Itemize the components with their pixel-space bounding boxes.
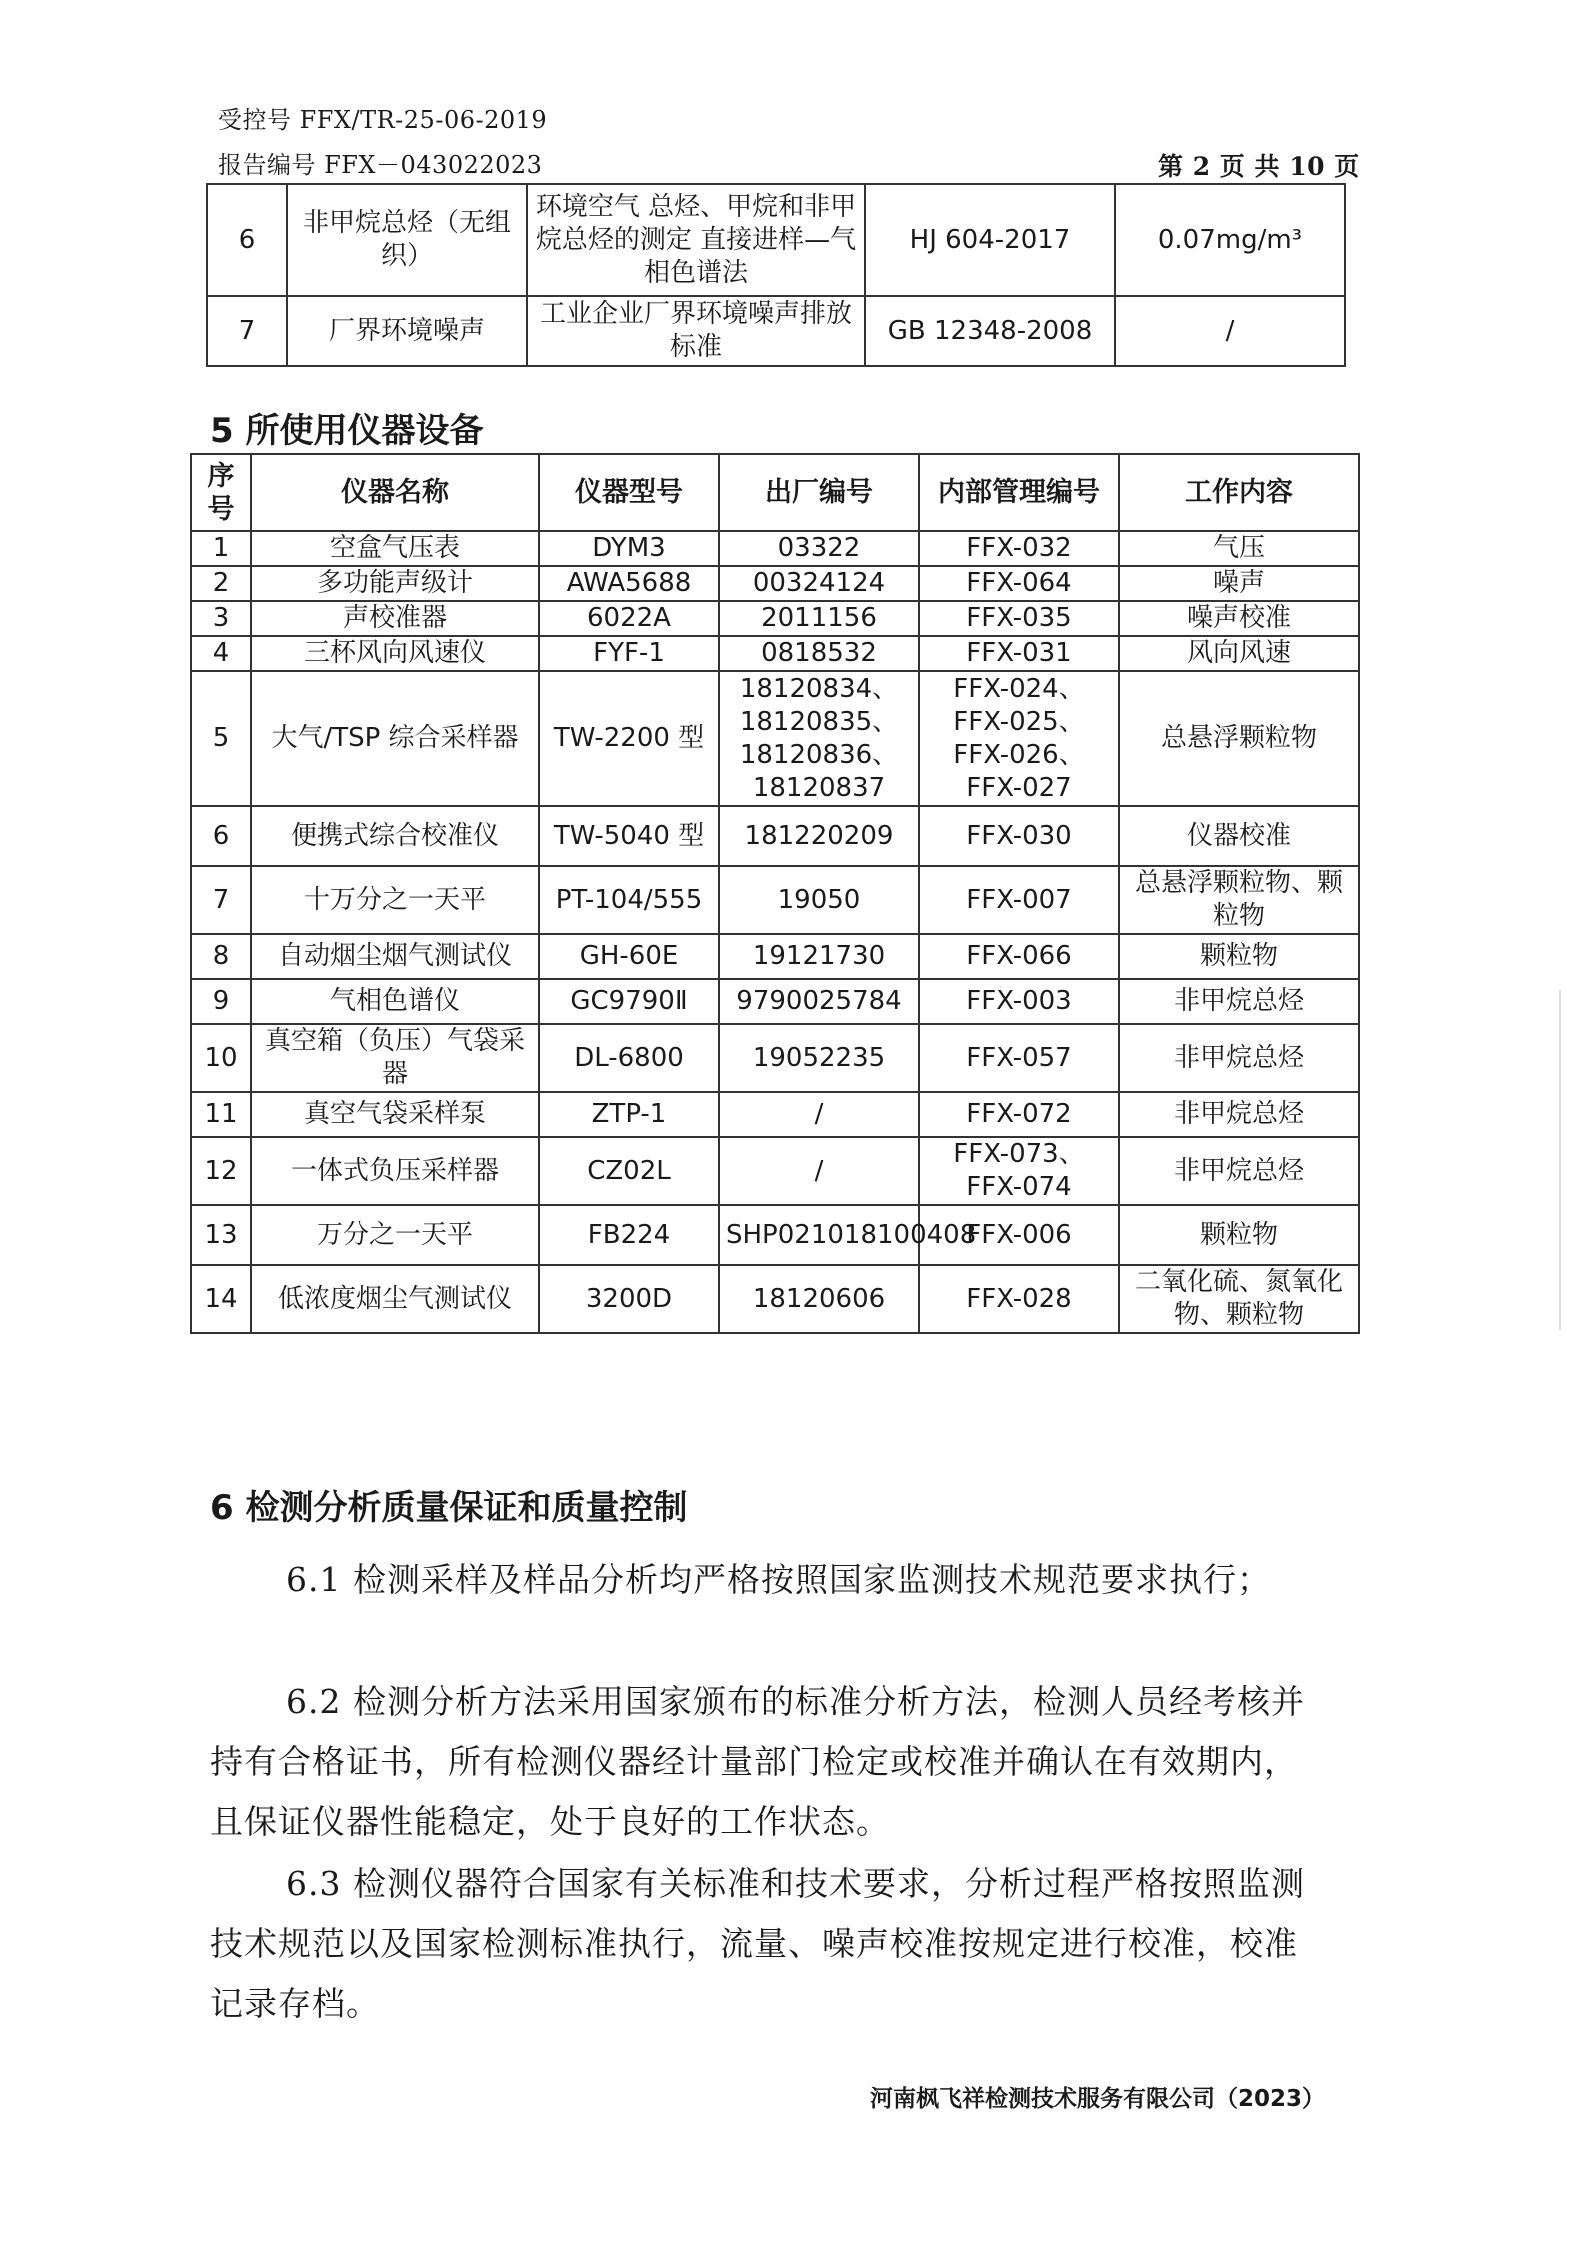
serial-number: / (719, 1137, 919, 1205)
instrument-name: 真空气袋采样泵 (251, 1092, 539, 1137)
internal-id: FFX-072 (919, 1092, 1119, 1137)
row-number: 4 (191, 636, 251, 671)
internal-id: FFX-007 (919, 866, 1119, 934)
internal-id: FFX-035 (919, 601, 1119, 636)
internal-id: FFX-024、FFX-025、FFX-026、FFX-027 (919, 671, 1119, 806)
table-row (207, 184, 1345, 296)
internal-id: FFX-028 (919, 1265, 1119, 1333)
instrument-name: 低浓度烟尘气测试仪 (251, 1265, 539, 1333)
instrument-model: FYF-1 (539, 636, 719, 671)
work-content: 风向风速 (1119, 636, 1359, 671)
table-row (191, 1205, 1359, 1265)
scan-edge-mark (1559, 990, 1587, 1330)
serial-number: SHP021018100408 (719, 1205, 919, 1265)
header-cell: 出厂编号 (719, 454, 919, 531)
method-name: 工业企业厂界环境噪声排放标准 (527, 296, 865, 366)
instrument-model: 6022A (539, 601, 719, 636)
instrument-model: DYM3 (539, 531, 719, 566)
work-content: 气压 (1119, 531, 1359, 566)
instrument-name: 自动烟尘烟气测试仪 (251, 934, 539, 979)
instrument-name: 空盒气压表 (251, 531, 539, 566)
work-content: 颗粒物 (1119, 934, 1359, 979)
instrument-name: 一体式负压采样器 (251, 1137, 539, 1205)
row-number: 1 (191, 531, 251, 566)
row-number: 6 (191, 806, 251, 866)
work-content: 非甲烷总烃 (1119, 1137, 1359, 1205)
row-number: 3 (191, 601, 251, 636)
detection-limit: 0.07mg/m³ (1115, 184, 1345, 296)
instrument-name: 三杯风向风速仪 (251, 636, 539, 671)
page-indicator: 第 2 页 共 10 页 (1158, 152, 1360, 181)
instrument-name: 多功能声级计 (251, 566, 539, 601)
table-row (191, 1265, 1359, 1333)
row-number: 5 (191, 671, 251, 806)
row-number: 12 (191, 1137, 251, 1205)
instrument-model: DL-6800 (539, 1024, 719, 1092)
instrument-model: FB224 (539, 1205, 719, 1265)
internal-id: FFX-003 (919, 979, 1119, 1024)
equipment-table (190, 453, 1360, 1334)
standard-code: HJ 604-2017 (865, 184, 1115, 296)
item-name: 厂界环境噪声 (287, 296, 527, 366)
work-content: 颗粒物 (1119, 1205, 1359, 1265)
serial-number: / (719, 1092, 919, 1137)
instrument-name: 真空箱（负压）气袋采器 (251, 1024, 539, 1092)
work-content: 噪声校准 (1119, 601, 1359, 636)
serial-number: 0818532 (719, 636, 919, 671)
section-5-title: 5 所使用仪器设备 (210, 411, 484, 451)
internal-id: FFX-057 (919, 1024, 1119, 1092)
instrument-model: CZ02L (539, 1137, 719, 1205)
row-number: 10 (191, 1024, 251, 1092)
serial-number: 19121730 (719, 934, 919, 979)
instrument-name: 气相色谱仪 (251, 979, 539, 1024)
instrument-name: 声校准器 (251, 601, 539, 636)
row-number: 8 (191, 934, 251, 979)
header-cell: 仪器型号 (539, 454, 719, 531)
table-row (191, 566, 1359, 601)
work-content: 非甲烷总烃 (1119, 1024, 1359, 1092)
paragraph-6-3: 6.3 检测仪器符合国家有关标准和技术要求，分析过程严格按照监测技术规范以及国家检测标准执行，流量、噪声校准按规定进行校准，校准记录存档。 (210, 1864, 1305, 2023)
item-name: 非甲烷总烃（无组织） (287, 184, 527, 296)
instrument-name: 十万分之一天平 (251, 866, 539, 934)
work-content: 非甲烷总烃 (1119, 1092, 1359, 1137)
instrument-name: 便携式综合校准仪 (251, 806, 539, 866)
serial-number: 00324124 (719, 566, 919, 601)
instrument-model: TW-5040 型 (539, 806, 719, 866)
table-row (191, 806, 1359, 866)
header-cell: 仪器名称 (251, 454, 539, 531)
company-footer: 河南枫飞祥检测技术服务有限公司（2023） (870, 2086, 1326, 2112)
serial-number: 18120606 (719, 1265, 919, 1333)
report-number: 报告编号 FFX－043022023 (218, 151, 543, 179)
work-content: 总悬浮颗粒物、颗粒物 (1119, 866, 1359, 934)
table-header-row (191, 454, 1359, 531)
internal-id: FFX-006 (919, 1205, 1119, 1265)
table-row (191, 1137, 1359, 1205)
row-number: 7 (191, 866, 251, 934)
serial-number: 181220209 (719, 806, 919, 866)
detection-limit: / (1115, 296, 1345, 366)
instrument-name: 大气/TSP 综合采样器 (251, 671, 539, 806)
work-content: 二氧化硫、氮氧化物、颗粒物 (1119, 1265, 1359, 1333)
serial-number: 19052235 (719, 1024, 919, 1092)
internal-id: FFX-066 (919, 934, 1119, 979)
row-number: 14 (191, 1265, 251, 1333)
instrument-model: TW-2200 型 (539, 671, 719, 806)
serial-number: 03322 (719, 531, 919, 566)
serial-number: 9790025784 (719, 979, 919, 1024)
row-number: 6 (207, 184, 287, 296)
serial-number: 2011156 (719, 601, 919, 636)
serial-number: 19050 (719, 866, 919, 934)
serial-number: 18120834、18120835、18120836、18120837 (719, 671, 919, 806)
table-row (191, 866, 1359, 934)
table-row (191, 636, 1359, 671)
table-row (207, 296, 1345, 366)
instrument-model: ZTP-1 (539, 1092, 719, 1137)
table-row (191, 1092, 1359, 1137)
work-content: 总悬浮颗粒物 (1119, 671, 1359, 806)
row-number: 13 (191, 1205, 251, 1265)
internal-id: FFX-030 (919, 806, 1119, 866)
section-6-title: 6 检测分析质量保证和质量控制 (210, 1488, 688, 1528)
work-content: 仪器校准 (1119, 806, 1359, 866)
table-row (191, 1024, 1359, 1092)
table-row (191, 601, 1359, 636)
method-name: 环境空气 总烃、甲烷和非甲烷总烃的测定 直接进样—气相色谱法 (527, 184, 865, 296)
table-row (191, 934, 1359, 979)
method-table (206, 183, 1346, 367)
control-number: 受控号 FFX/TR-25-06-2019 (218, 106, 548, 134)
row-number: 2 (191, 566, 251, 601)
row-number: 9 (191, 979, 251, 1024)
paragraph-6-2: 6.2 检测分析方法采用国家颁布的标准分析方法，检测人员经考核并持有合格证书，所有检测仪器经计量部门检定或校准并确认在有效期内，且保证仪器性能稳定，处于良好的工作状态。 (210, 1682, 1305, 1841)
instrument-model: AWA5688 (539, 566, 719, 601)
instrument-model: GC9790Ⅱ (539, 979, 719, 1024)
paragraph-6-1: 6.1 检测采样及样品分析均严格按照国家监测技术规范要求执行； (286, 1560, 1271, 1599)
instrument-model: GH-60E (539, 934, 719, 979)
internal-id: FFX-073、FFX-074 (919, 1137, 1119, 1205)
table-row (191, 531, 1359, 566)
table-row (191, 671, 1359, 806)
internal-id: FFX-032 (919, 531, 1119, 566)
work-content: 非甲烷总烃 (1119, 979, 1359, 1024)
instrument-model: 3200D (539, 1265, 719, 1333)
work-content: 噪声 (1119, 566, 1359, 601)
internal-id: FFX-064 (919, 566, 1119, 601)
header-cell: 工作内容 (1119, 454, 1359, 531)
row-number: 7 (207, 296, 287, 366)
instrument-name: 万分之一天平 (251, 1205, 539, 1265)
table-row (191, 979, 1359, 1024)
instrument-model: PT-104/555 (539, 866, 719, 934)
standard-code: GB 12348-2008 (865, 296, 1115, 366)
header-cell: 内部管理编号 (919, 454, 1119, 531)
header-cell: 序号 (191, 454, 251, 531)
internal-id: FFX-031 (919, 636, 1119, 671)
row-number: 11 (191, 1092, 251, 1137)
